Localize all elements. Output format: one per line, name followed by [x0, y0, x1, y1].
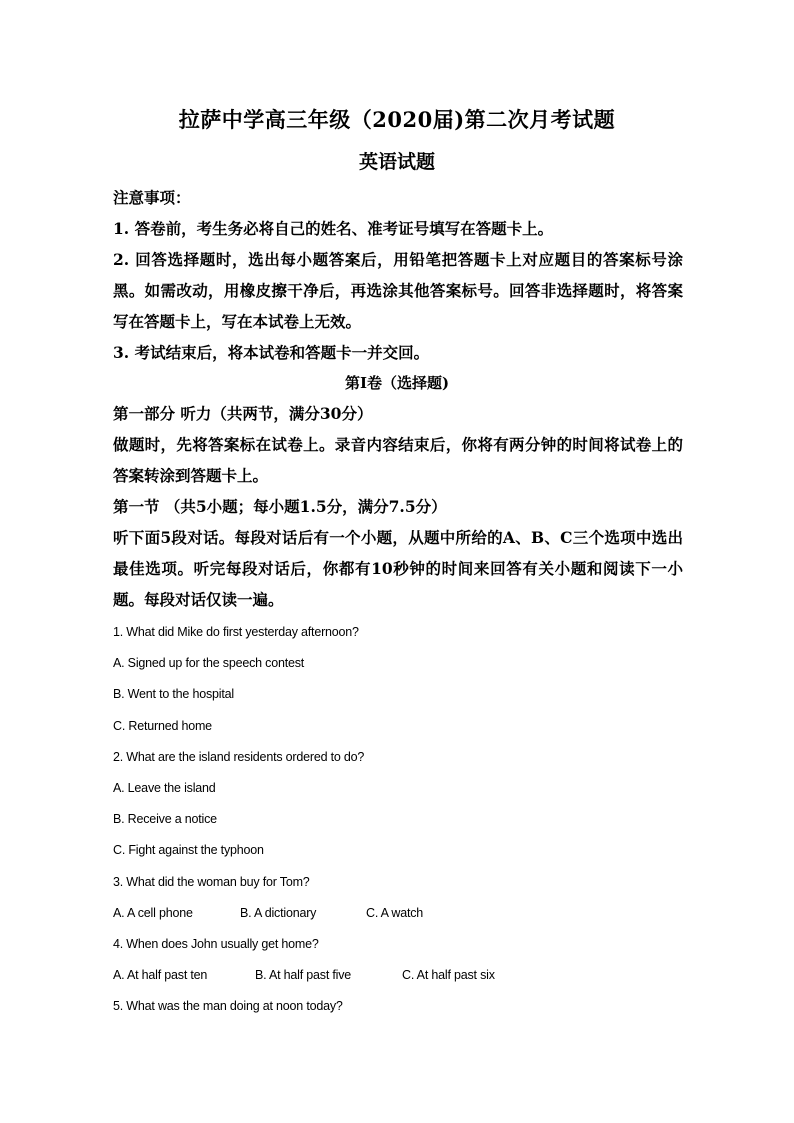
- option-b: B. Receive a notice: [113, 812, 217, 827]
- option-a: A. Leave the island: [113, 780, 216, 795]
- option-a: A. At half past ten: [113, 968, 208, 983]
- option-row: [113, 963, 683, 994]
- option-c: C. Fight against the typhoon: [113, 843, 264, 858]
- option-c: C. Returned home: [113, 718, 212, 733]
- option-b: B. Went to the hospital: [113, 687, 234, 702]
- question-stem: 5. What was the man doing at noon today?: [113, 999, 343, 1014]
- notes-heading: 注意事项：: [113, 188, 191, 207]
- notes-section: [113, 182, 683, 368]
- notes-item-1: 1. 答卷前，考生务必将自己的姓名、准考证号填写在答题卡上。: [113, 219, 554, 238]
- volume-heading: 第I卷（选择题): [344, 374, 450, 392]
- notes-item-3: 3. 考试结束后，将本试卷和答题卡一并交回。: [113, 343, 430, 362]
- question-stem: 1. What did Mike do first yesterday afternoon?: [113, 625, 359, 639]
- option-b: B. A dictionary: [240, 905, 317, 920]
- option-b: B. At half past five: [255, 968, 352, 983]
- notes-item-2: 2. 回答选择题时，选出每小题答案后，用铅笔把答题卡上对应题目的答案标号涂黑。如需改动，用橡皮擦干净后，再选涂其他答案标号。回答非选择题时，将答案写在答题卡上，写在本试卷上无效。: [113, 250, 683, 331]
- option-row: [113, 901, 683, 932]
- option-a: A. A cell phone: [113, 905, 193, 920]
- page-title: 拉萨中学高三年级（2020届)第二次月考试题: [178, 107, 616, 132]
- option-a: A. Signed up for the speech contest: [113, 656, 305, 671]
- question-stem: 4. When does John usually get home?: [113, 936, 319, 951]
- section1-heading: 第一节 （共5小题；每小题1.5分，满分7.5分）: [113, 497, 447, 516]
- page-subtitle: 英语试题: [358, 151, 435, 173]
- option-c: C. At half past six: [402, 968, 495, 983]
- section1-instructions: 听下面5段对话。每段对话后有一个小题，从题中所给的A、B、C三个选项中选出最佳选项。听完每段对话后，你都有10秒钟的时间来回答有关小题和阅读下一小题。每段对话仅读一遍。: [113, 528, 683, 609]
- part1-heading: 第一部分 听力（共两节，满分30分）: [113, 404, 373, 423]
- option-c: C. A watch: [366, 905, 424, 920]
- question-stem: 2. What are the island residents ordered to do?: [113, 749, 365, 764]
- part1-section: [113, 398, 683, 615]
- part1-instructions: 做题时，先将答案标在试卷上。录音内容结束后，你将有两分钟的时间将试卷上的答案转涂到答题卡上。: [113, 435, 683, 485]
- question-stem: 3. What did the woman buy for Tom?: [113, 874, 310, 889]
- question-list: [113, 620, 683, 1025]
